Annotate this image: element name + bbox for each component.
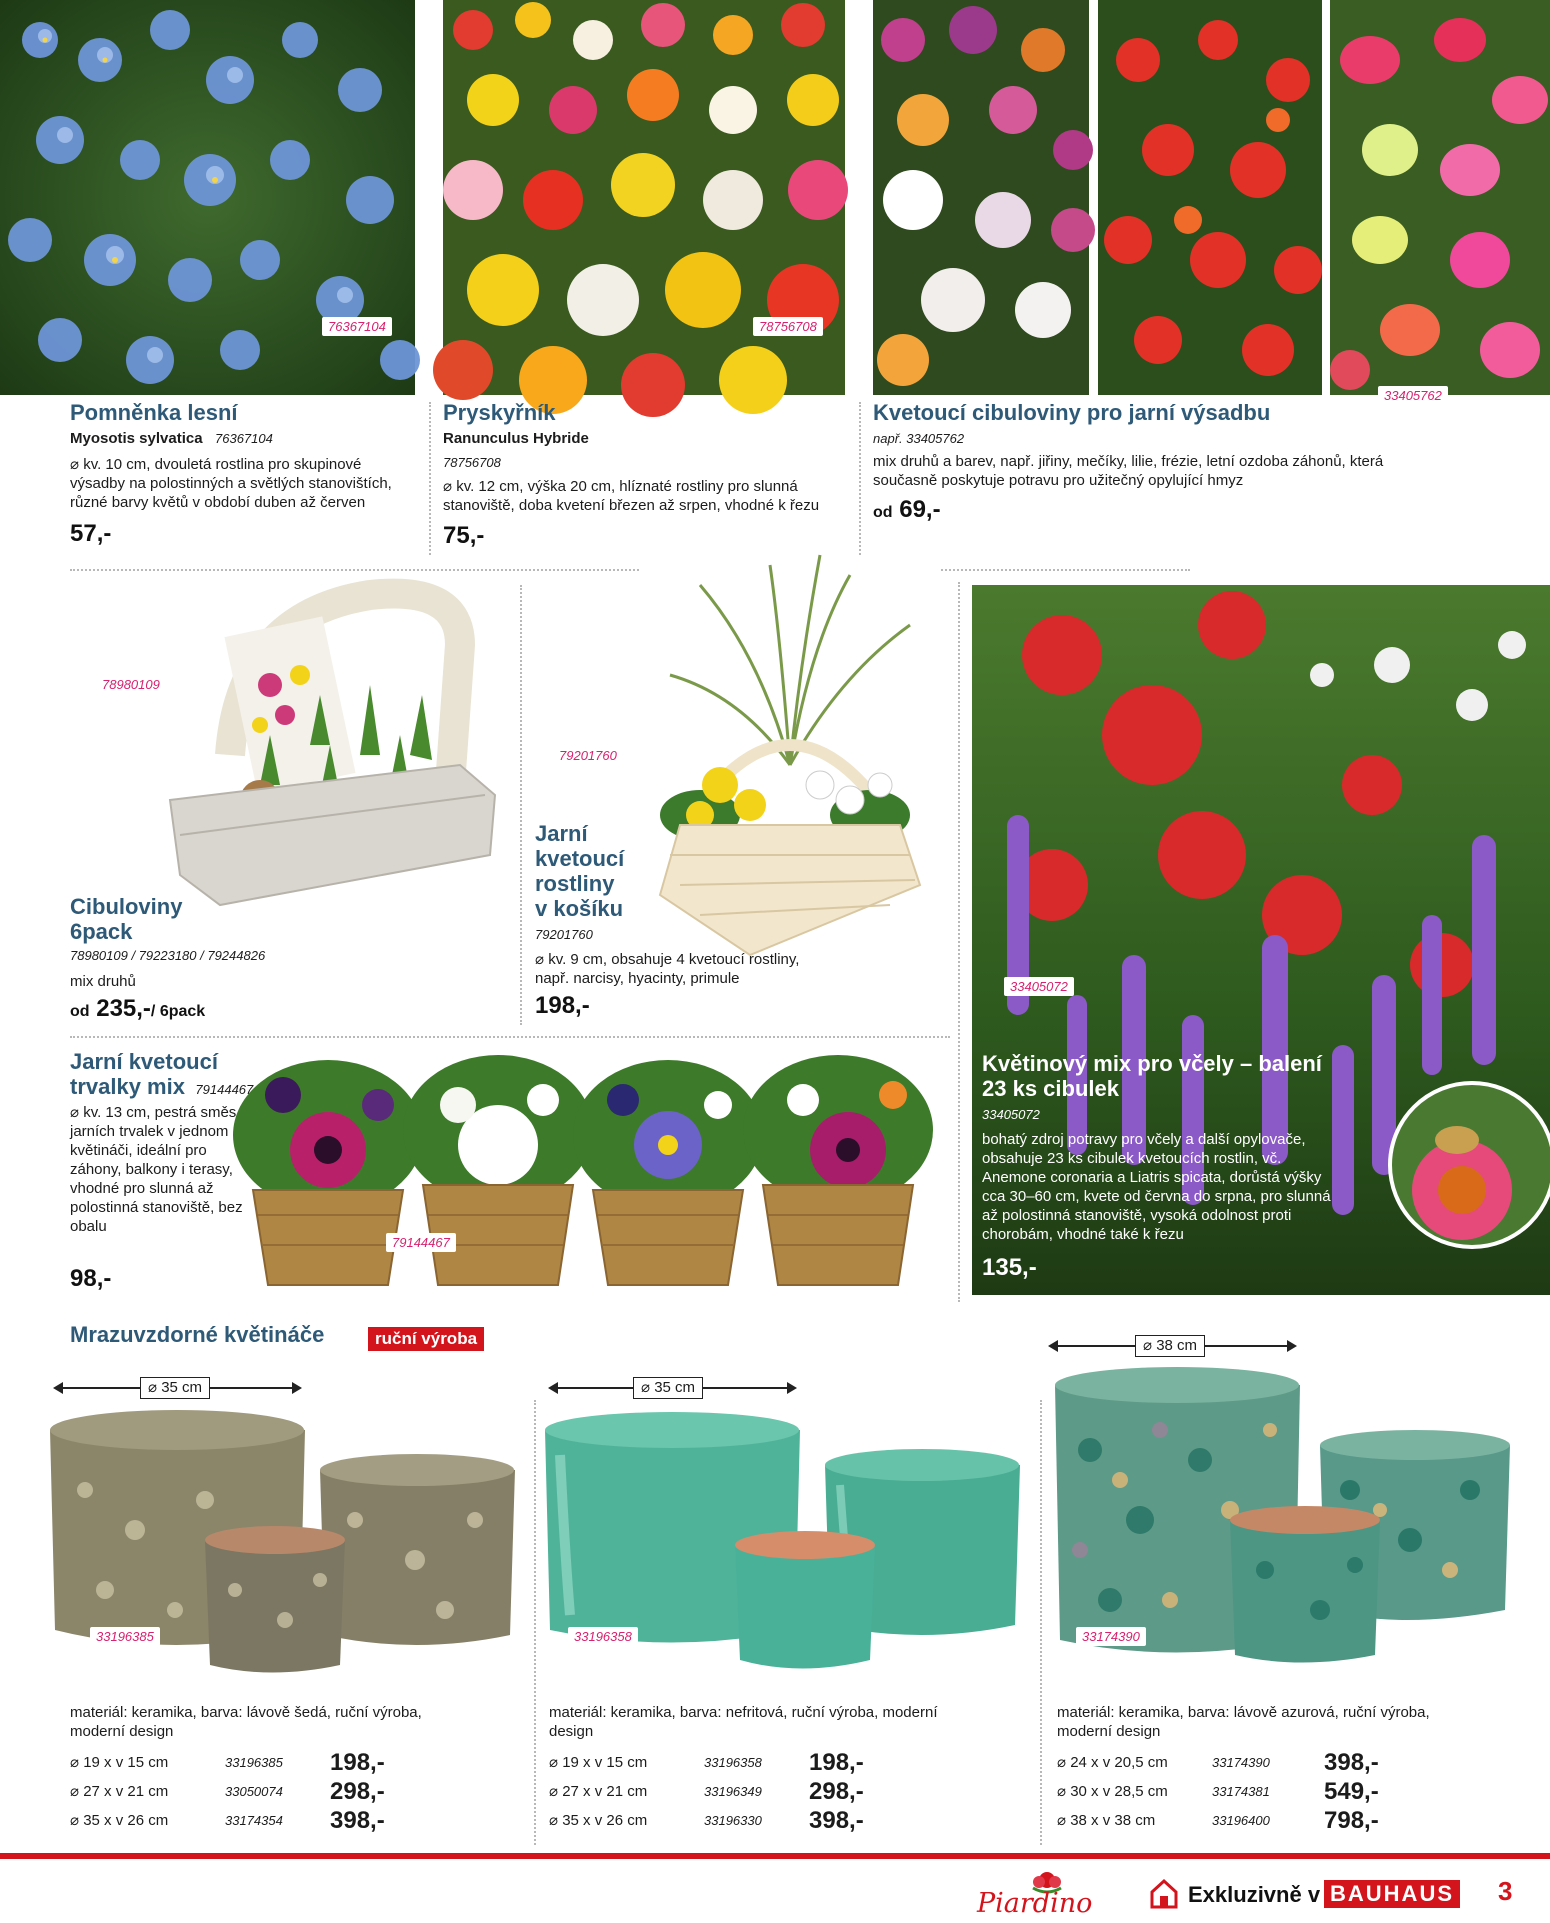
latin-name: Myosotis sylvatica	[70, 430, 203, 447]
pot-size: ⌀ 35 x v 26 cm	[70, 1812, 169, 1829]
pot-azure-photo	[1050, 1370, 1515, 1670]
divider	[958, 582, 960, 1302]
pot-size: ⌀ 19 x v 15 cm	[549, 1754, 648, 1771]
title-line2-wrap	[70, 1074, 253, 1099]
product-code: 79144467	[195, 1082, 254, 1097]
price-prefix: od	[70, 1003, 90, 1020]
product-description: ⌀ kv. 13 cm, pestrá směs jarních trvalek v jednom květináči, ideální pro záhony, balkony i terasy, vhodné pro slunná až polostinná stanoviště, bez obalu	[70, 1104, 243, 1235]
product-title-line1: Jarní kvetoucí	[70, 1049, 218, 1074]
divider	[429, 402, 431, 555]
product-title-line1: Květinový mix pro včely – balení	[982, 1051, 1322, 1076]
piardino-logo	[975, 1870, 1125, 1920]
divider	[534, 1400, 536, 1845]
pot-price-row	[1057, 1778, 1377, 1806]
product-title: Pryskyřník	[443, 400, 556, 425]
pot-price-row	[70, 1778, 390, 1806]
pot-size: ⌀ 24 x v 20,5 cm	[1057, 1754, 1168, 1771]
product-code-tag: 78980109	[96, 675, 166, 694]
bee-mix-photo	[972, 585, 1550, 1295]
product-code-tag: 33196385	[90, 1627, 160, 1646]
product-description: bohatý zdroj potravy pro včely a další opylovače, obsahuje 23 ks cibulek kvetoucích rostlin, vč. Anemone coronaria a Liatris spicata, dorůstá výšky cca 30–60 cm, kvete od června do srpna, pro slunná až polostinná stanoviště, vysoká odolnost proti chorobám, vhodné také k řezu	[982, 1131, 1331, 1243]
pot-code: 33196400	[1212, 1813, 1270, 1828]
pot-size: ⌀ 27 x v 21 cm	[70, 1783, 169, 1800]
pot-code: 33174390	[1212, 1755, 1270, 1770]
price-value: 69,-	[899, 496, 941, 523]
piardino-logo-text: Piardino	[977, 1888, 1093, 1919]
product-code-tag: 78756708	[753, 317, 823, 336]
pot-price: 549,-	[1324, 1778, 1379, 1805]
pot-price-row	[549, 1778, 869, 1806]
dahlia-photo	[873, 0, 1089, 395]
product-code: 78980109 / 79223180 / 79244826	[70, 948, 266, 963]
product-title: Kvetoucí cibuloviny pro jarní výsadbu	[873, 400, 1271, 425]
product-title-line2: 6pack	[70, 919, 133, 944]
dimension-label: ⌀ 35 cm	[140, 1377, 210, 1399]
product-price	[70, 996, 205, 1025]
ranunculus-photo	[443, 0, 845, 395]
product-title-line: rostliny	[535, 871, 615, 896]
divider	[70, 1036, 950, 1038]
pot-price: 398,-	[809, 1807, 864, 1834]
gladiolus-photo	[1330, 0, 1550, 403]
pot-code: 33174381	[1212, 1784, 1270, 1799]
bauhaus-logo: BAUHAUS	[1324, 1880, 1460, 1908]
pot-price: 298,-	[330, 1778, 385, 1805]
divider	[520, 585, 522, 1025]
pot-description: materiál: keramika, barva: lávově šedá, ruční výroba, moderní design	[70, 1704, 422, 1740]
house-icon	[1148, 1878, 1180, 1910]
product-code-tag: 79144467	[386, 1233, 456, 1252]
pot-code: 33196358	[704, 1755, 762, 1770]
pansy-pots-photo	[228, 1045, 943, 1290]
pot-price: 398,-	[330, 1807, 385, 1834]
basket-plants-photo	[640, 555, 940, 960]
product-code-tag: 33196358	[568, 1627, 638, 1646]
product-price: 98,-	[70, 1265, 112, 1292]
pot-size: ⌀ 19 x v 15 cm	[70, 1754, 169, 1771]
pot-price-row	[70, 1807, 390, 1835]
product-title-line: v košíku	[535, 896, 624, 921]
product-title-line2: trvalky mix	[70, 1074, 185, 1099]
product-title-line: kvetoucí	[535, 846, 625, 871]
page-number: 3	[1498, 1876, 1513, 1906]
product-code-tag: 33174390	[1076, 1627, 1146, 1646]
price-value: 235,-	[96, 995, 151, 1022]
divider	[1040, 1400, 1042, 1845]
pot-price-row	[70, 1749, 390, 1777]
price-prefix: od	[873, 504, 893, 521]
pot-price-row	[1057, 1807, 1377, 1835]
product-description: ⌀ kv. 12 cm, výška 20 cm, hlíznaté rostliny pro slunná stanoviště, doba kvetení březen až srpen, vhodné k řezu	[443, 478, 820, 514]
latin-name: Ranunculus Hybride	[443, 430, 589, 447]
pot-price: 198,-	[809, 1749, 864, 1776]
product-price: 135,-	[982, 1254, 1037, 1281]
product-code-tag: 33405072	[1004, 977, 1074, 996]
pot-price: 398,-	[1324, 1749, 1379, 1776]
pot-code: 33050074	[225, 1784, 283, 1799]
pot-code: 33196330	[704, 1813, 762, 1828]
product-description: ⌀ kv. 10 cm, dvouletá rostlina pro skupinové výsadby na polostinných a světlých stanovištích, různé barvy květů v období duben až červen	[70, 456, 392, 511]
exclusive-text: Exkluzivně v	[1188, 1882, 1321, 1907]
product-title-line2: 23 ks cibulek	[982, 1076, 1119, 1101]
product-code: 76367104	[215, 431, 273, 446]
divider	[859, 402, 861, 555]
product-code: např. 33405762	[873, 431, 965, 446]
pot-code: 33174354	[225, 1813, 283, 1828]
pot-price-row	[549, 1749, 869, 1777]
pot-size: ⌀ 30 x v 28,5 cm	[1057, 1783, 1168, 1800]
product-code-tag: 76367104	[322, 317, 392, 336]
handmade-badge: ruční výroba	[368, 1327, 484, 1351]
product-code: 79201760	[535, 927, 593, 942]
product-description: ⌀ kv. 9 cm, obsahuje 4 kvetoucí rostliny, např. narcisy, hyacinty, primule	[535, 951, 800, 987]
product-description: mix druhů	[70, 973, 136, 990]
product-price	[873, 497, 941, 526]
pot-price: 298,-	[809, 1778, 864, 1805]
product-price: 57,-	[70, 520, 112, 547]
pot-size: ⌀ 27 x v 21 cm	[549, 1783, 648, 1800]
latin-line	[70, 430, 273, 448]
pot-description: materiál: keramika, barva: lávově azurová, ruční výroba, moderní design	[1057, 1704, 1430, 1740]
bulb-6pack-photo	[160, 585, 505, 915]
pot-code: 33196349	[704, 1784, 762, 1799]
divider	[70, 569, 1190, 571]
dimension-label: ⌀ 35 cm	[633, 1377, 703, 1399]
dimension-label: ⌀ 38 cm	[1135, 1335, 1205, 1357]
pot-price: 798,-	[1324, 1807, 1379, 1834]
forget-me-not-photo	[0, 0, 415, 395]
pot-price: 198,-	[330, 1749, 385, 1776]
red-dahlia-photo	[1098, 0, 1322, 395]
pot-price-row	[1057, 1749, 1377, 1777]
product-code: 78756708	[443, 455, 501, 470]
section-heading: Mrazuvzdorné květináče	[70, 1322, 325, 1347]
product-code: 33405072	[982, 1107, 1040, 1122]
product-title: Pomněnka lesní	[70, 400, 238, 425]
product-title-line: Jarní	[535, 821, 588, 846]
product-code-tag: 33405762	[1378, 386, 1448, 405]
price-suffix: / 6pack	[150, 1003, 206, 1020]
footer-red-line	[0, 1853, 1550, 1859]
pot-code: 33196385	[225, 1755, 283, 1770]
pot-price-row	[549, 1807, 869, 1835]
pot-description: materiál: keramika, barva: nefritová, ruční výroba, moderní design	[549, 1704, 938, 1740]
product-price: 75,-	[443, 522, 485, 549]
pot-size: ⌀ 35 x v 26 cm	[549, 1812, 648, 1829]
product-description: mix druhů a barev, např. jiřiny, mečíky, lilie, frézie, letní ozdoba záhonů, která současně poskytuje potravu pro užitečný opylující hmyz	[873, 453, 1384, 489]
product-price: 198,-	[535, 992, 590, 1019]
product-code-tag: 79201760	[553, 746, 623, 765]
pot-size: ⌀ 38 x v 38 cm	[1057, 1812, 1156, 1829]
product-title-line1: Cibuloviny	[70, 894, 183, 919]
